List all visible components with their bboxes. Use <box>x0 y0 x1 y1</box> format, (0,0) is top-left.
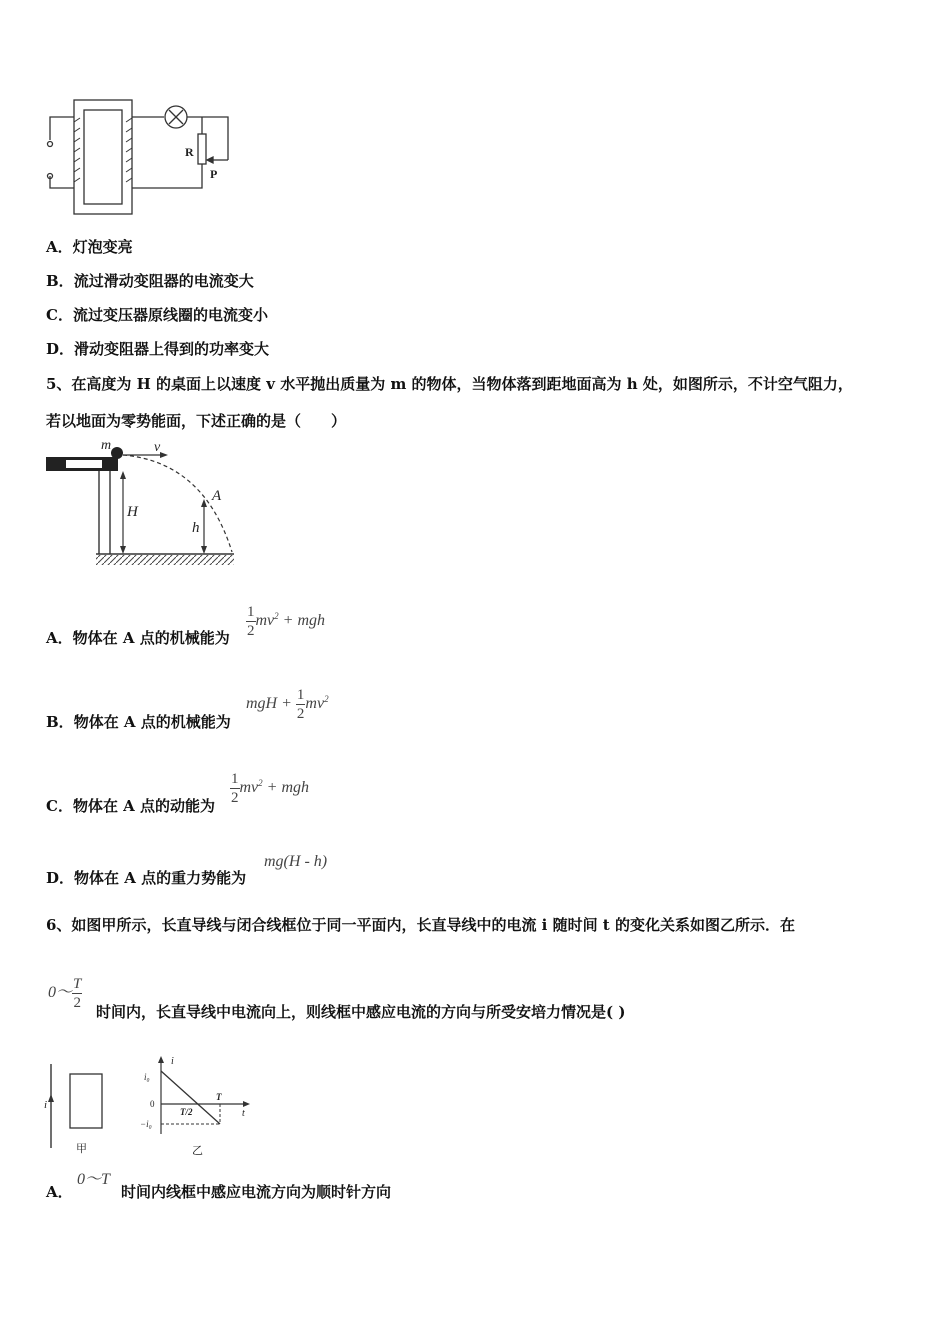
caption-right: 乙 <box>192 1145 203 1157</box>
option-text: 物体在 A 点的机械能为 <box>72 629 230 647</box>
option-text: 灯泡变亮 <box>72 238 133 256</box>
q6-stem-line1: 6、如图甲所示，长直导线与闭合线框位于同一平面内，长直导线中的电流 i 随时间 t 的变化关系如图乙所示．在 <box>46 916 795 934</box>
q5-stem-line2: 若以地面为零势能面，下述正确的是（ ） <box>46 412 347 430</box>
q5-stem-line1: 5、在高度为 H 的桌面上以速度 v 水平抛出质量为 m 的物体，当物体落到距地面高为 h 处，如图所示，不计空气阻力， <box>46 375 853 393</box>
option-text: 物体在 A 点的重力势能为 <box>74 869 247 887</box>
q4-option-c <box>46 304 268 325</box>
option-letter: C． <box>46 797 73 815</box>
option-letter: D． <box>46 340 75 358</box>
option-letter: B． <box>46 272 74 290</box>
tick-i0: i₀ <box>144 1072 150 1082</box>
q6-range-formula: 0～ $\frac{T}{2}$ <box>48 976 82 1011</box>
label-T: T <box>216 1092 222 1102</box>
q5-option-a <box>46 627 230 648</box>
option-letter: A． <box>46 629 73 647</box>
q5-option-b-formula: mgH + $\frac{1}{2}$ $mv^2$ <box>246 687 329 722</box>
label-i-wire: i <box>44 1099 48 1111</box>
axis-i: i <box>171 1056 174 1067</box>
caption-left: 甲 <box>76 1143 87 1155</box>
label-H: H <box>127 504 138 520</box>
q6-option-a-text: 时间内线框中感应电流方向为顺时针方向 <box>121 1183 392 1201</box>
option-letter: D． <box>46 869 75 887</box>
label-R: R <box>185 145 194 159</box>
option-text: 流过滑动变阻器的电流变大 <box>73 272 254 290</box>
q5-option-c <box>46 795 215 816</box>
option-text: 滑动变阻器上得到的功率变大 <box>74 340 270 358</box>
wire-and-graph-figure <box>40 1056 260 1160</box>
label-v: v <box>154 440 161 455</box>
q4-option-d <box>46 338 269 359</box>
q4-option-a <box>46 236 133 257</box>
fraction: $\frac{1}{2}$ <box>296 687 305 722</box>
fraction: $\frac{1}{2}$ <box>247 604 255 639</box>
label-A: A <box>212 488 222 504</box>
label-P: P <box>210 167 218 181</box>
option-letter: C． <box>46 306 73 324</box>
q5-option-c-formula: $\frac{1}{2}$ $mv^2$ + mgh <box>231 771 310 806</box>
label-m: m <box>101 438 112 453</box>
q5-option-d <box>46 867 246 888</box>
option-letter: A． <box>46 238 73 256</box>
projectile-figure <box>44 437 239 572</box>
transformer-circuit-figure <box>40 92 250 220</box>
q6-stem-line2: 时间内，长直导线中电流向上，则线框中感应电流的方向与所受安培力情况是( ) <box>96 1003 626 1021</box>
option-text: 物体在 A 点的动能为 <box>72 797 216 815</box>
label-T2: T/2 <box>180 1107 193 1117</box>
tick-neg-i0: −i₀ <box>140 1119 152 1129</box>
q6-option-a-formula: 0～T <box>77 1171 110 1188</box>
label-h: h <box>192 520 200 536</box>
q5-option-d-formula: mg(H - h) <box>264 853 328 870</box>
tick-zero: 0 <box>150 1099 155 1109</box>
fraction: $\frac{1}{2}$ <box>231 771 239 806</box>
q5-option-a-formula: $\frac{1}{2}$ $mv^2$ + mgh <box>247 604 326 639</box>
fraction: $\frac{T}{2}$ <box>73 976 82 1011</box>
q5-option-b <box>46 711 231 732</box>
q6-option-a-letter: A． <box>46 1183 73 1201</box>
option-text: 物体在 A 点的机械能为 <box>73 713 231 731</box>
option-letter: B． <box>46 713 74 731</box>
option-text: 流过变压器原线圈的电流变小 <box>72 306 268 324</box>
axis-t: t <box>242 1108 245 1119</box>
q4-option-b <box>46 270 254 291</box>
